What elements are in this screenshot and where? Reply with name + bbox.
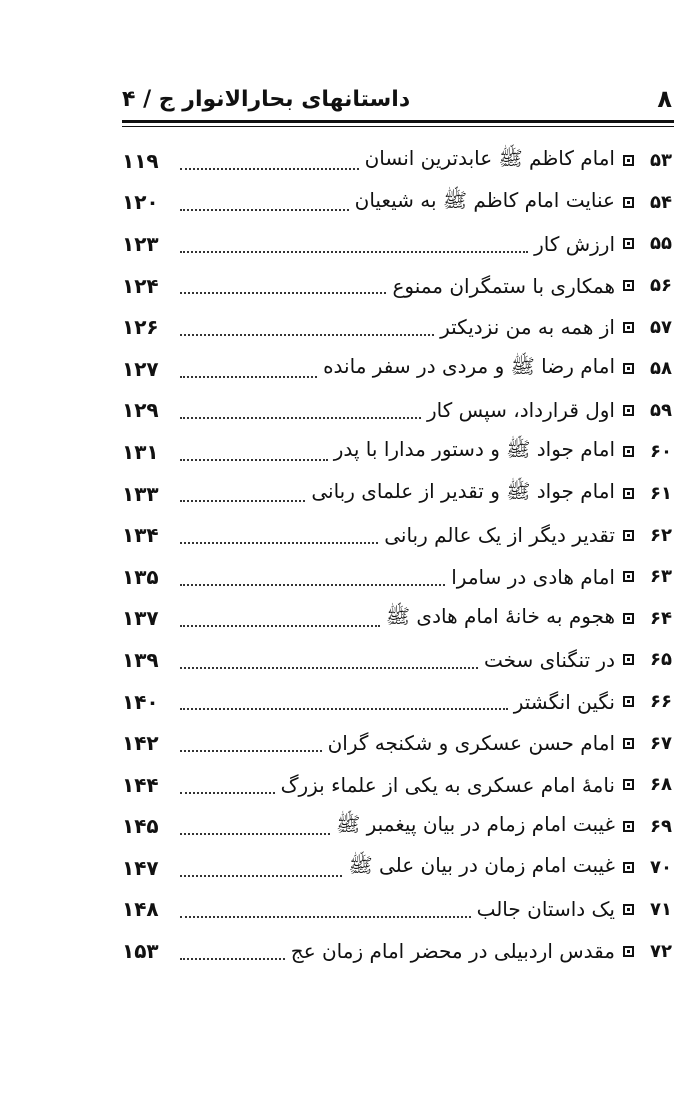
toc-entry-page: ۱۲۷ (122, 356, 159, 381)
square-bullet-icon (623, 488, 634, 499)
square-bullet-icon (623, 446, 634, 457)
square-bullet-icon (623, 571, 634, 582)
square-bullet-icon (623, 696, 634, 707)
toc-entry-number: ۶۵ (650, 649, 672, 671)
dot-leader (180, 584, 445, 586)
toc-entry (122, 306, 672, 348)
toc-entry (122, 140, 672, 182)
running-title: داستانهای بحارالانوار ج / ۴ (122, 86, 411, 112)
toc-entry-title: غیبت امام زمان در بیان علی ﷺ (348, 853, 615, 878)
toc-entry (122, 182, 672, 224)
toc-entry (122, 598, 672, 640)
toc-entry-page: ۱۳۷ (122, 606, 159, 631)
dot-leader (180, 417, 421, 419)
toc-entry-title: ارزش کار (534, 231, 615, 256)
toc-entry-page: ۱۲۹ (122, 398, 159, 423)
toc-entry-title: همکاری با ستمگران ممنوع (392, 273, 615, 298)
page-number: ۸ (657, 85, 672, 113)
toc-entry-title: عنایت امام کاظم ﷺ به شیعیان (354, 187, 615, 212)
dot-leader (180, 625, 380, 627)
toc-entry (122, 764, 672, 806)
square-bullet-icon (623, 613, 634, 624)
square-bullet-icon (623, 862, 634, 873)
dot-leader (180, 875, 342, 877)
toc-entry-title: تقدیر دیگر از یک عالم ربانی (384, 523, 615, 548)
toc-entry-page: ۱۳۳ (122, 481, 159, 506)
toc-entry-page: ۱۴۲ (122, 731, 159, 756)
square-bullet-icon (623, 280, 634, 291)
dot-leader (180, 833, 330, 835)
toc-entry-number: ۶۸ (650, 774, 672, 796)
toc-entry-title: در تنگنای سخت (483, 647, 615, 672)
toc-entry (122, 722, 672, 764)
toc-entry-number: ۵۹ (650, 399, 672, 421)
square-bullet-icon (623, 405, 634, 416)
dot-leader (180, 334, 434, 336)
toc-entry-page: ۱۳۱ (122, 439, 159, 464)
square-bullet-icon (623, 197, 634, 208)
toc-entry-page: ۱۴۴ (122, 772, 159, 797)
toc-entry-number: ۵۵ (650, 233, 672, 255)
toc-entry-title: امام حسن عسکری و شکنجه گران (327, 731, 615, 756)
dot-leader (180, 376, 317, 378)
toc-entry (122, 639, 672, 681)
toc-entry (122, 390, 672, 432)
toc-entry-page: ۱۳۹ (122, 647, 159, 672)
square-bullet-icon (623, 738, 634, 749)
toc-entry-title: اول قرارداد، سپس کار (426, 398, 615, 423)
dot-leader (180, 168, 359, 170)
toc-entry (122, 473, 672, 515)
toc-entry (122, 930, 672, 972)
toc-entry-page: ۱۴۷ (122, 855, 159, 880)
toc-entry (122, 348, 672, 390)
toc-entry-number: ۵۴ (650, 191, 672, 213)
toc-entry-title: از همه به من نزدیکتر (440, 315, 615, 340)
toc-entry (122, 514, 672, 556)
dot-leader (180, 958, 285, 960)
toc-entry-number: ۶۴ (650, 607, 672, 629)
toc-entry-page: ۱۳۴ (122, 523, 159, 548)
toc-entry-number: ۷۰ (650, 857, 672, 879)
toc-entry (122, 556, 672, 598)
square-bullet-icon (623, 904, 634, 915)
toc-entry-number: ۶۳ (650, 566, 672, 588)
toc-entry-number: ۵۳ (650, 150, 672, 172)
toc-entry (122, 223, 672, 265)
dot-leader (180, 459, 328, 461)
toc-entry-page: ۱۴۸ (122, 897, 159, 922)
square-bullet-icon (623, 946, 634, 957)
dot-leader (180, 750, 322, 752)
toc-entry-page: ۱۲۳ (122, 231, 159, 256)
toc-entry-title: یک داستان جالب (476, 897, 615, 922)
toc-entry-title: امام جواد ﷺ و تقدیر از علمای ربانی (311, 479, 615, 504)
square-bullet-icon (623, 779, 634, 790)
toc-entry (122, 806, 672, 848)
page-header (122, 82, 672, 116)
table-of-contents (122, 140, 672, 972)
toc-entry-title: امام هادی در سامرا (451, 564, 615, 589)
toc-entry-page: ۱۱۹ (122, 148, 159, 173)
dot-leader (180, 251, 528, 253)
header-rule-thin (122, 126, 674, 127)
dot-leader (180, 500, 305, 502)
toc-entry-page: ۱۳۵ (122, 564, 159, 589)
toc-entry-number: ۶۶ (650, 691, 672, 713)
square-bullet-icon (623, 238, 634, 249)
toc-entry (122, 681, 672, 723)
toc-entry (122, 889, 672, 931)
toc-entry-number: ۵۷ (650, 316, 672, 338)
toc-entry-page: ۱۴۰ (122, 689, 159, 714)
toc-entry-title: نگین انگشتر (513, 689, 615, 714)
toc-entry-number: ۵۶ (650, 275, 672, 297)
dot-leader (180, 542, 378, 544)
header-rule (122, 120, 674, 123)
toc-entry-number: ۶۷ (650, 732, 672, 754)
toc-entry-title: مقدس اردبیلی در محضر امام زمان عج (290, 939, 615, 964)
toc-entry-title: امام جواد ﷺ و دستور مدارا با پدر (333, 437, 615, 462)
toc-entry-number: ۷۲ (650, 940, 672, 962)
toc-entry-title: امام کاظم ﷺ عابدترین انسان (364, 146, 615, 171)
dot-leader (180, 916, 471, 918)
toc-entry-page: ۱۲۴ (122, 273, 159, 298)
toc-entry-title: غیبت امام زمام در بیان پیغمبر ﷺ (336, 811, 615, 836)
square-bullet-icon (623, 821, 634, 832)
dot-leader (180, 209, 349, 211)
toc-entry-number: ۶۰ (650, 441, 672, 463)
square-bullet-icon (623, 155, 634, 166)
toc-entry-page: ۱۲۰ (122, 190, 159, 215)
toc-entry (122, 847, 672, 889)
toc-entry (122, 265, 672, 307)
toc-entry (122, 431, 672, 473)
toc-entry-page: ۱۴۵ (122, 814, 159, 839)
dot-leader (180, 292, 386, 294)
toc-entry-title: نامهٔ امام عسکری به یکی از علماء بزرگ (280, 772, 615, 797)
dot-leader (180, 667, 478, 669)
square-bullet-icon (623, 363, 634, 374)
square-bullet-icon (623, 654, 634, 665)
square-bullet-icon (623, 530, 634, 541)
dot-leader (180, 708, 508, 710)
dot-leader (180, 792, 275, 794)
toc-entry-page: ۱۵۳ (122, 939, 159, 964)
toc-entry-number: ۷۱ (650, 898, 672, 920)
toc-entry-title: هجوم به خانهٔ امام هادی ﷺ (385, 603, 615, 628)
square-bullet-icon (623, 322, 634, 333)
toc-entry-number: ۶۱ (650, 483, 672, 505)
toc-entry-number: ۵۸ (650, 358, 672, 380)
toc-entry-number: ۶۹ (650, 815, 672, 837)
toc-entry-title: امام رضا ﷺ و مردی در سفر مانده (323, 354, 615, 379)
toc-entry-page: ۱۲۶ (122, 315, 159, 340)
toc-entry-number: ۶۲ (650, 524, 672, 546)
